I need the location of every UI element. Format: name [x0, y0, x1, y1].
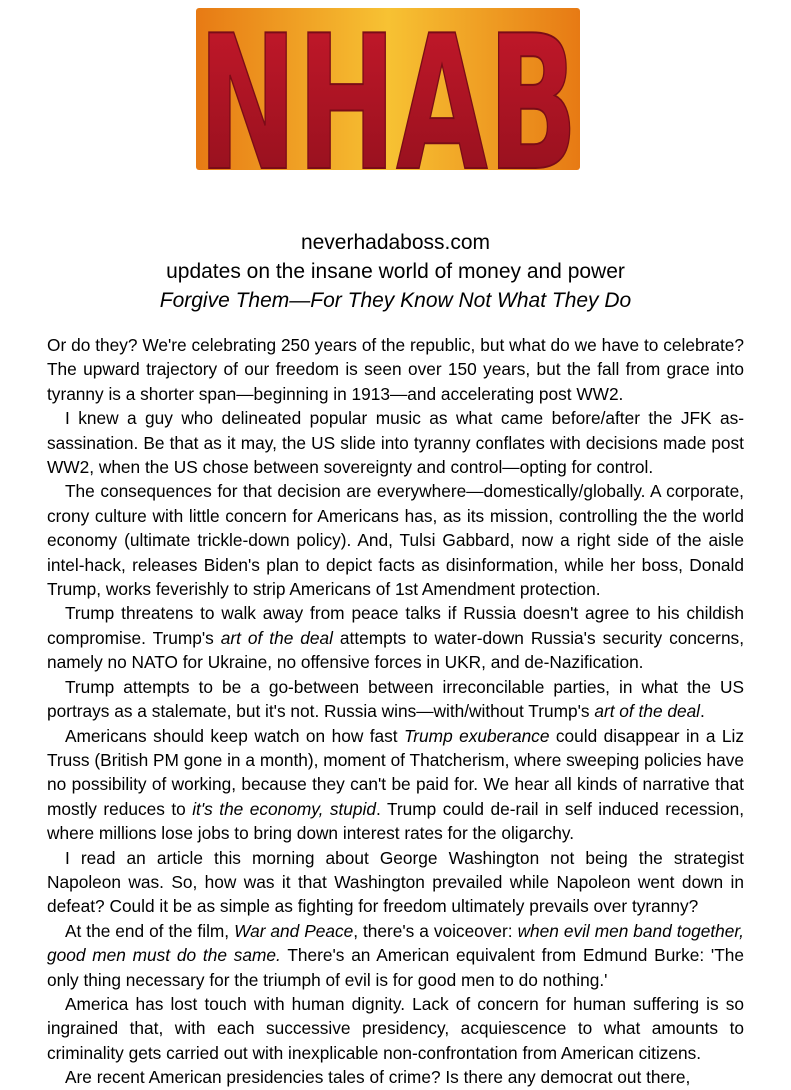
text-run: attempts to water-down Russia's security concerns, namely no NATO for Ukraine, no offensive forces in UKR, and de-Nazification.: [47, 627, 744, 673]
text-run: There's an American equivalent from Edmund Burke: 'The only thing necessary for the triumph of evil is for good men to do nothing.': [47, 945, 744, 990]
text-run: I read an article this morning about George Washington not being the strategist Napoleon was. So, how was it that Washington prevailed while Napoleon went down in defeat? Could it be as simple as fighting for freedom ultimately prevails over tyranny?: [47, 847, 744, 917]
text-run: , there's a voiceover:: [353, 920, 518, 941]
italic-phrase: Trump exuberance: [404, 725, 550, 746]
article-title: Forgive Them—For They Know Not What They Do: [159, 289, 632, 312]
text-run: Trump threatens to walk away from peace talks if Russia doesn't agree to his childish compromise. Trump's: [47, 603, 744, 648]
article-paragraph: [47, 919, 744, 992]
text-run: . Trump could de-rail in self induced recession, where millions lose jobs to bring down interest rates for the oligarchy.: [47, 798, 744, 844]
nhab-logo-graphic: [196, 0, 580, 212]
logo-text: NHAB: [198, 0, 578, 212]
article-paragraph: [47, 992, 744, 1065]
text-run: could disappear in a Liz Truss (British PM gone in a month), moment of Thatcherism, where sweeping policies have no possibility of working, because they can't be paid for. We hear all kinds of narrative that mostly reduces to: [47, 725, 745, 819]
site-header: [0, 228, 791, 315]
article-paragraph: [47, 479, 744, 601]
italic-phrase: art of the deal: [220, 627, 333, 648]
article-paragraph: [47, 333, 744, 406]
article-body: [47, 333, 744, 1090]
text-run: Americans should keep watch on how fast: [65, 725, 405, 746]
italic-phrase: when evil men band together, good men must do the same.: [47, 920, 744, 966]
text-run: At the end of the film,: [65, 920, 235, 941]
text-run: Are recent American presidencies tales of crime? Is there any democrat out there,: [65, 1067, 691, 1088]
site-url: neverhadaboss.com: [300, 231, 491, 254]
italic-phrase: it's the economy, stupid: [192, 798, 376, 819]
article-paragraph: [47, 724, 744, 846]
site-tagline: updates on the insane world of money and power: [166, 260, 625, 283]
article-paragraph: [47, 1065, 744, 1089]
text-run: Trump attempts to be a go-between between irreconcilable parties, in what the US portrays as a stalemate, but it's not. Russia wins—with/without Trump's: [47, 676, 744, 722]
nhab-logo: [196, 0, 580, 212]
italic-phrase: War and Peace: [234, 920, 354, 941]
italic-phrase: art of the deal: [594, 701, 701, 722]
text-run: America has lost touch with human dignity. Lack of concern for human suffering is so ingrained that, with each successive presidency, acquiescence to what amounts to criminality gets carried out with inexplicable non-confrontation from American citizens.: [47, 993, 744, 1063]
text-run: .: [700, 701, 705, 722]
article-paragraph: [47, 406, 744, 479]
text-run: The consequences for that decision are everywhere—domestically/globally. A corporate, crony culture with little concern for Americans has, as its mission, controlling the the world economy (ultimate trickle-down policy). And, Tulsi Gabbard, now a right side of the aisle intel-hack, releases Biden's plan to depict facts as disinformation, while her boss, Donald Trump, works feverishly to strip Americans of 1st Amendment protection.: [47, 481, 744, 600]
text-run: Or do they? We're celebrating 250 years of the republic, but what do we have to celebrate? The upward trajectory of our freedom is seen over 150 years, but the fall from grace into tyranny is a shorter span—beginning in 1913—and accelerating post WW2.: [47, 335, 744, 404]
article-paragraph: [47, 846, 744, 919]
text-run: I knew a guy who delineated popular music as what came before/after the JFK assassination. Be that as it may, the US slide into tyranny conflates with decisions made post WW2, when the US chose between sovereignty and control—opting for control.: [47, 408, 744, 478]
article-paragraph: [47, 601, 744, 674]
article-paragraph: [47, 675, 744, 724]
